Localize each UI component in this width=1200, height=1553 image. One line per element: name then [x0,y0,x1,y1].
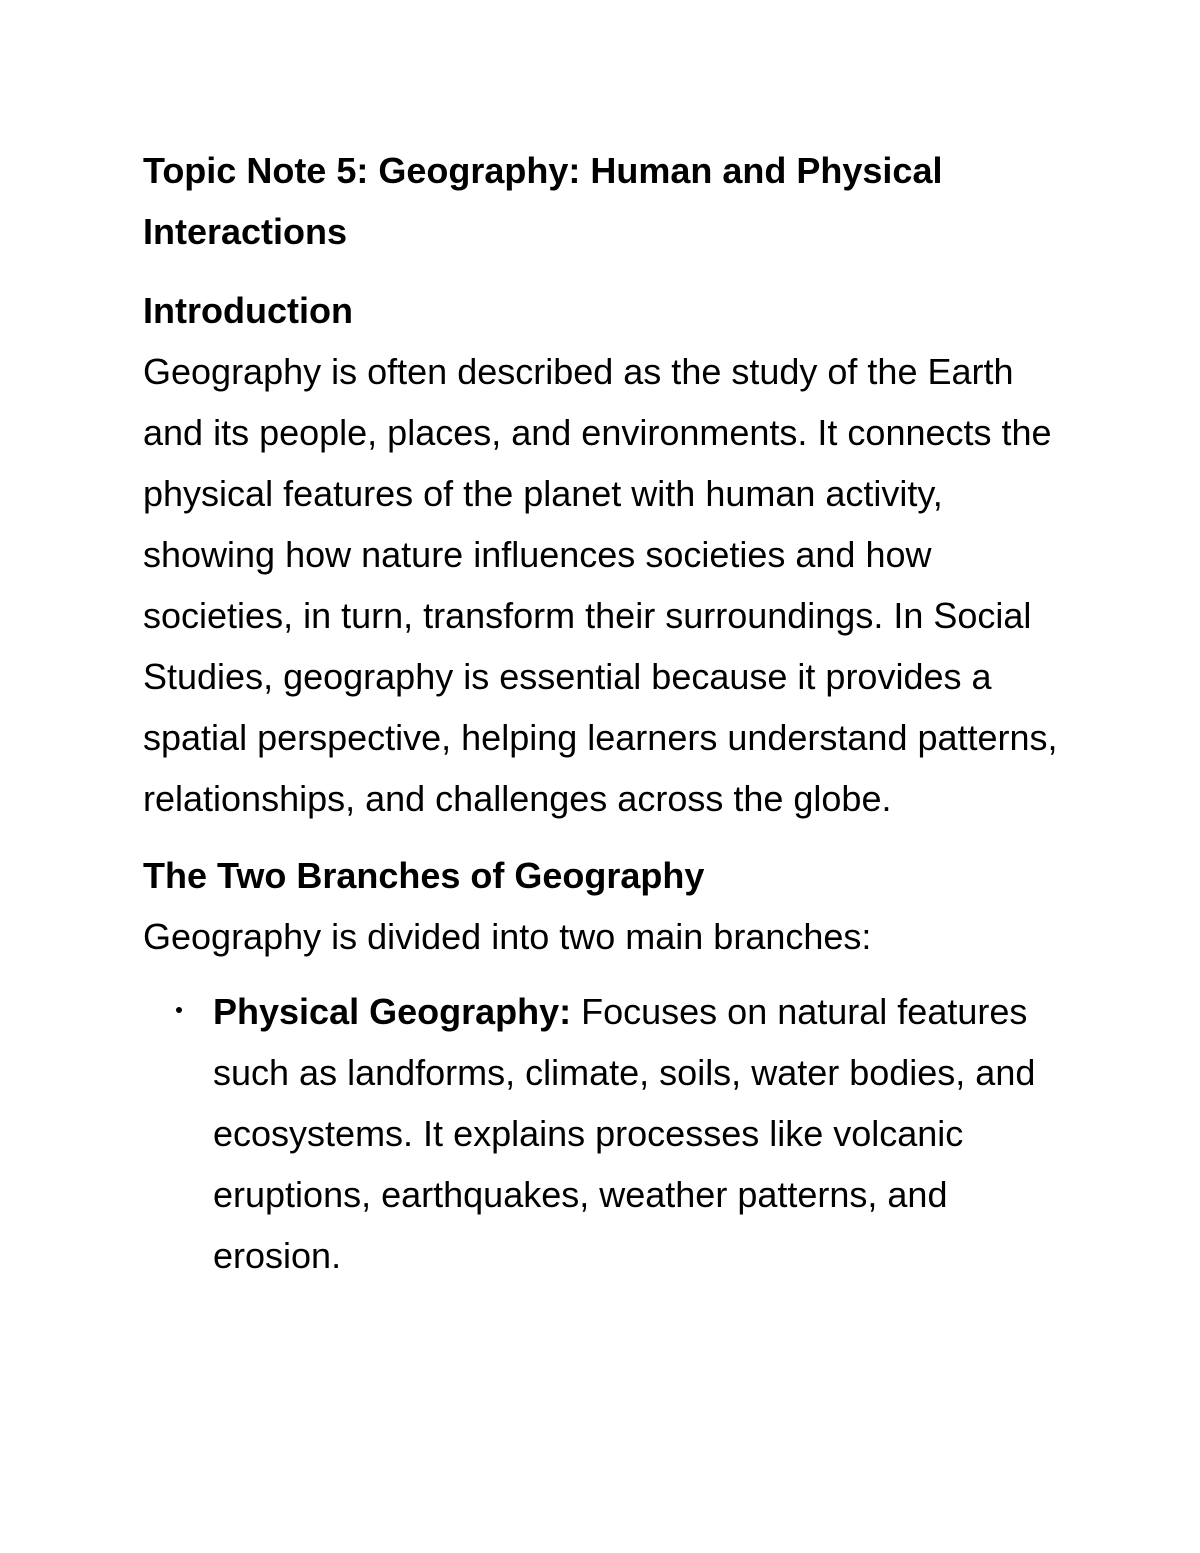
list-item-text: Focuses on natural features such as landforms, climate, soils, water bodies, and ecosystems. It explains processes like volcanic eruptions, earthquakes, weather patterns, and erosion. [213,991,1036,1276]
bullet-icon [176,1007,182,1013]
section-heading-branches: The Two Branches of Geography [143,855,705,896]
document-content [143,140,1063,1286]
list-item [143,981,1063,1286]
document-title: Topic Note 5: Geography: Human and Physical Interactions [143,150,943,252]
branches-intro-paragraph: Geography is divided into two main branches: [143,916,872,957]
section-heading-introduction: Introduction [143,290,353,331]
branches-list [143,981,1063,1286]
list-item-term: Physical Geography: [213,991,572,1032]
introduction-paragraph: Geography is often described as the study of the Earth and its people, places, and environments. It connects the physical features of the planet with human activity, showing how nature influences societies and how societies, in turn, transform their surroundings. In Social Studies, geography is essential because it provides a spatial perspective, helping learners understand patterns, relationships, and challenges across the globe. [143,351,1058,819]
